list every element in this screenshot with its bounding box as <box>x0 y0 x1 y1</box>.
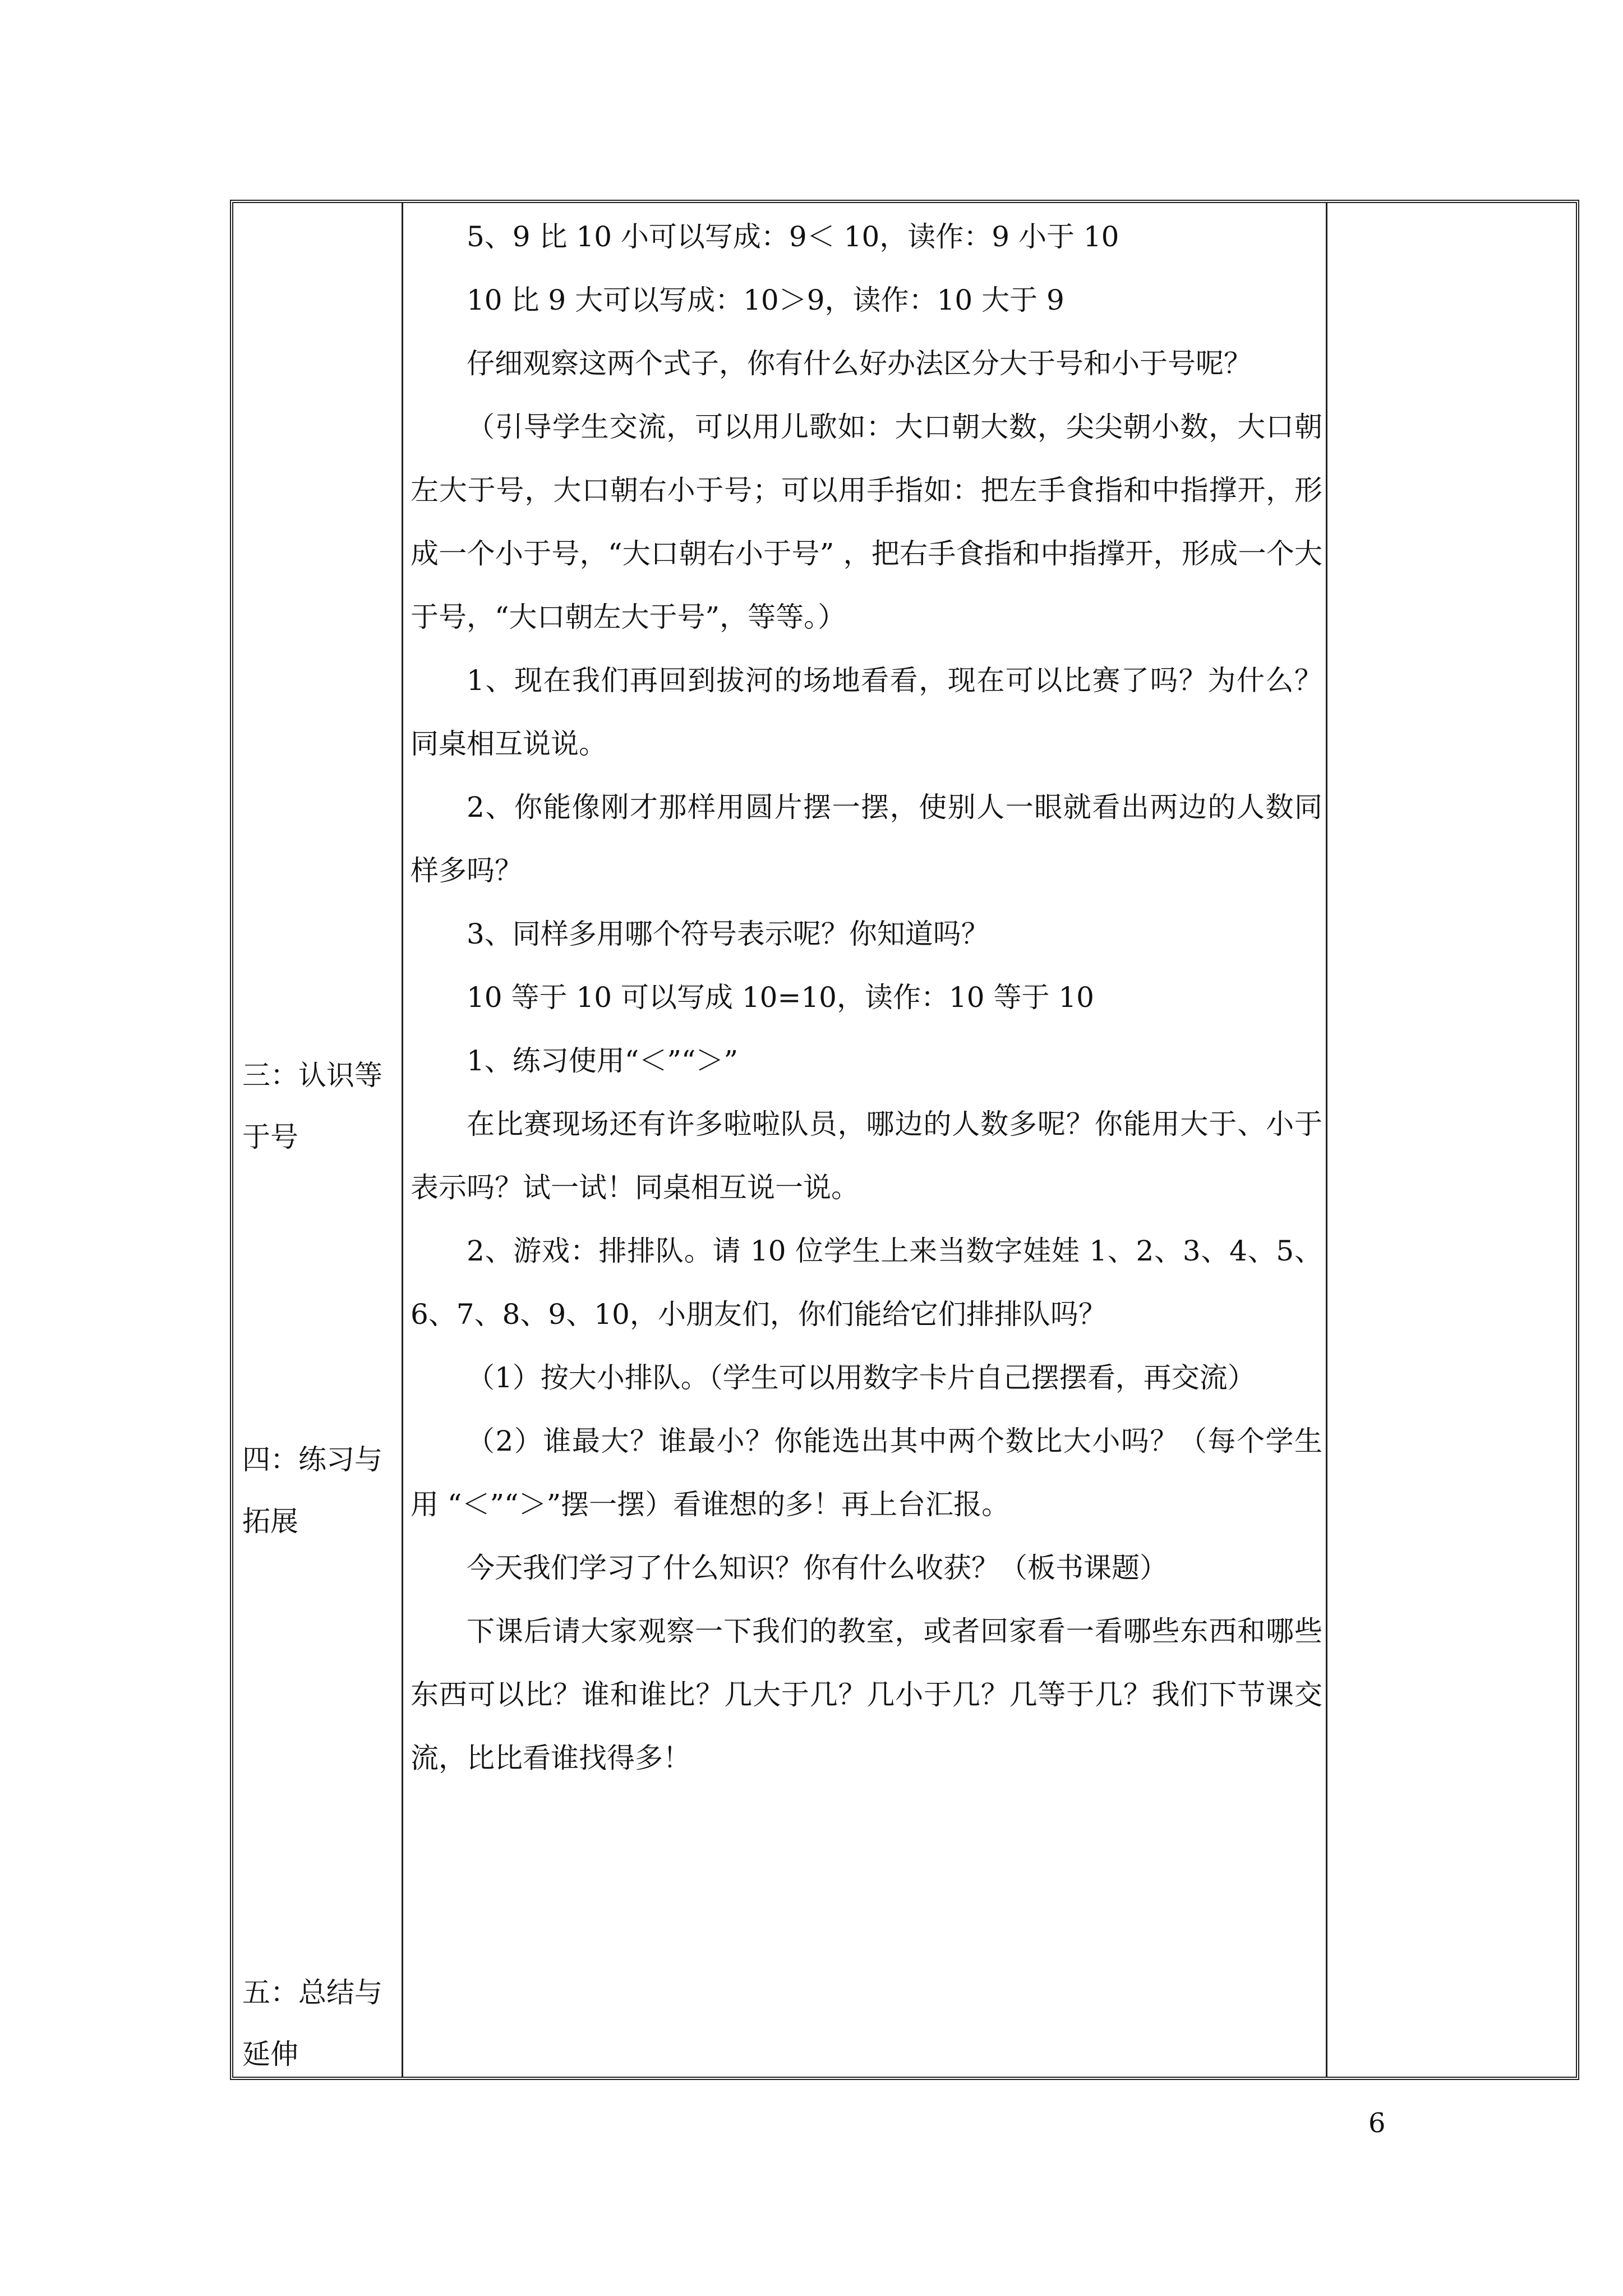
paragraph: 2、你能像刚才那样用圆片摆一摆，使别人一眼就看出两边的人数同样多吗？ <box>411 791 1322 887</box>
page-number: 6 <box>1368 2108 1386 2139</box>
stage-label-line: 于号 <box>242 1121 298 1153</box>
stage-label-line: 五：总结与 <box>242 1976 382 2009</box>
stage-label-line: 延伸 <box>242 2038 298 2070</box>
column-divider-stage <box>402 203 403 2077</box>
stage-label-3 <box>242 1045 399 1168</box>
stage-label-4 <box>242 1429 399 1552</box>
paragraph: 2、游戏：排排队。请 10 位学生上来当数字娃娃 1、2、3、4、5、6、7、8、9、10，小朋友们，你们能给它们排排队吗？ <box>411 1235 1322 1331</box>
column-divider-notes <box>1326 203 1327 2077</box>
paragraph: 仔细观察这两个式子，你有什么好办法区分大于号和小于号呢？ <box>467 347 1252 380</box>
paragraph: 1、现在我们再回到拔河的场地看看，现在可以比赛了吗？为什么？同桌相互说说。 <box>411 664 1322 760</box>
paragraph: 10 等于 10 可以写成 10=10，读作：10 等于 10 <box>467 981 1094 1014</box>
paragraph: （1）按大小排队。（学生可以用数字卡片自己摆摆看，再交流） <box>467 1361 1256 1394</box>
paragraph: 1、练习使用“＜”“＞” <box>467 1045 739 1077</box>
stage-label-line: 四：练习与 <box>242 1443 382 1476</box>
paragraph: （2）谁最大？谁最小？你能选出其中两个数比大小吗？（每个学生用 “＜”“＞”摆一摆）看谁想的多！再上台汇报。 <box>411 1425 1322 1521</box>
stage-label-5 <box>242 1962 399 2085</box>
lesson-plan-table <box>230 200 1579 2080</box>
paragraph: 3、同样多用哪个符号表示呢？你知道吗？ <box>467 918 989 950</box>
stage-label-line: 三：认识等 <box>242 1059 382 1092</box>
paragraph: 今天我们学习了什么知识？你有什么收获？（板书课题） <box>467 1552 1168 1584</box>
stage-label-line: 拓展 <box>242 1505 298 1538</box>
paragraph: （引导学生交流，可以用儿歌如：大口朝大数，尖尖朝小数，大口朝左大于号，大口朝右小于号；可以用手指如：把左手食指和中指撑开，形成一个小于号，“大口朝右小于号” ，把右手食指和中指撑开，形成一个大于号，“大口朝左大于号”，等等。） <box>411 411 1322 633</box>
paragraph: 在比赛现场还有许多啦啦队员，哪边的人数多呢？你能用大于、小于表示吗？试一试！同桌相互说一说。 <box>411 1108 1322 1204</box>
lesson-content <box>411 205 1322 1790</box>
paragraph: 下课后请大家观察一下我们的教室，或者回家看一看哪些东西和哪些东西可以比？谁和谁比？几大于几？几小于几？几等于几？我们下节课交流，比比看谁找得多！ <box>411 1615 1322 1774</box>
paragraph: 10 比 9 大可以写成：10＞9，读作：10 大于 9 <box>467 284 1064 316</box>
paragraph: 5、9 比 10 小可以写成：9＜ 10，读作：9 小于 10 <box>467 220 1119 253</box>
